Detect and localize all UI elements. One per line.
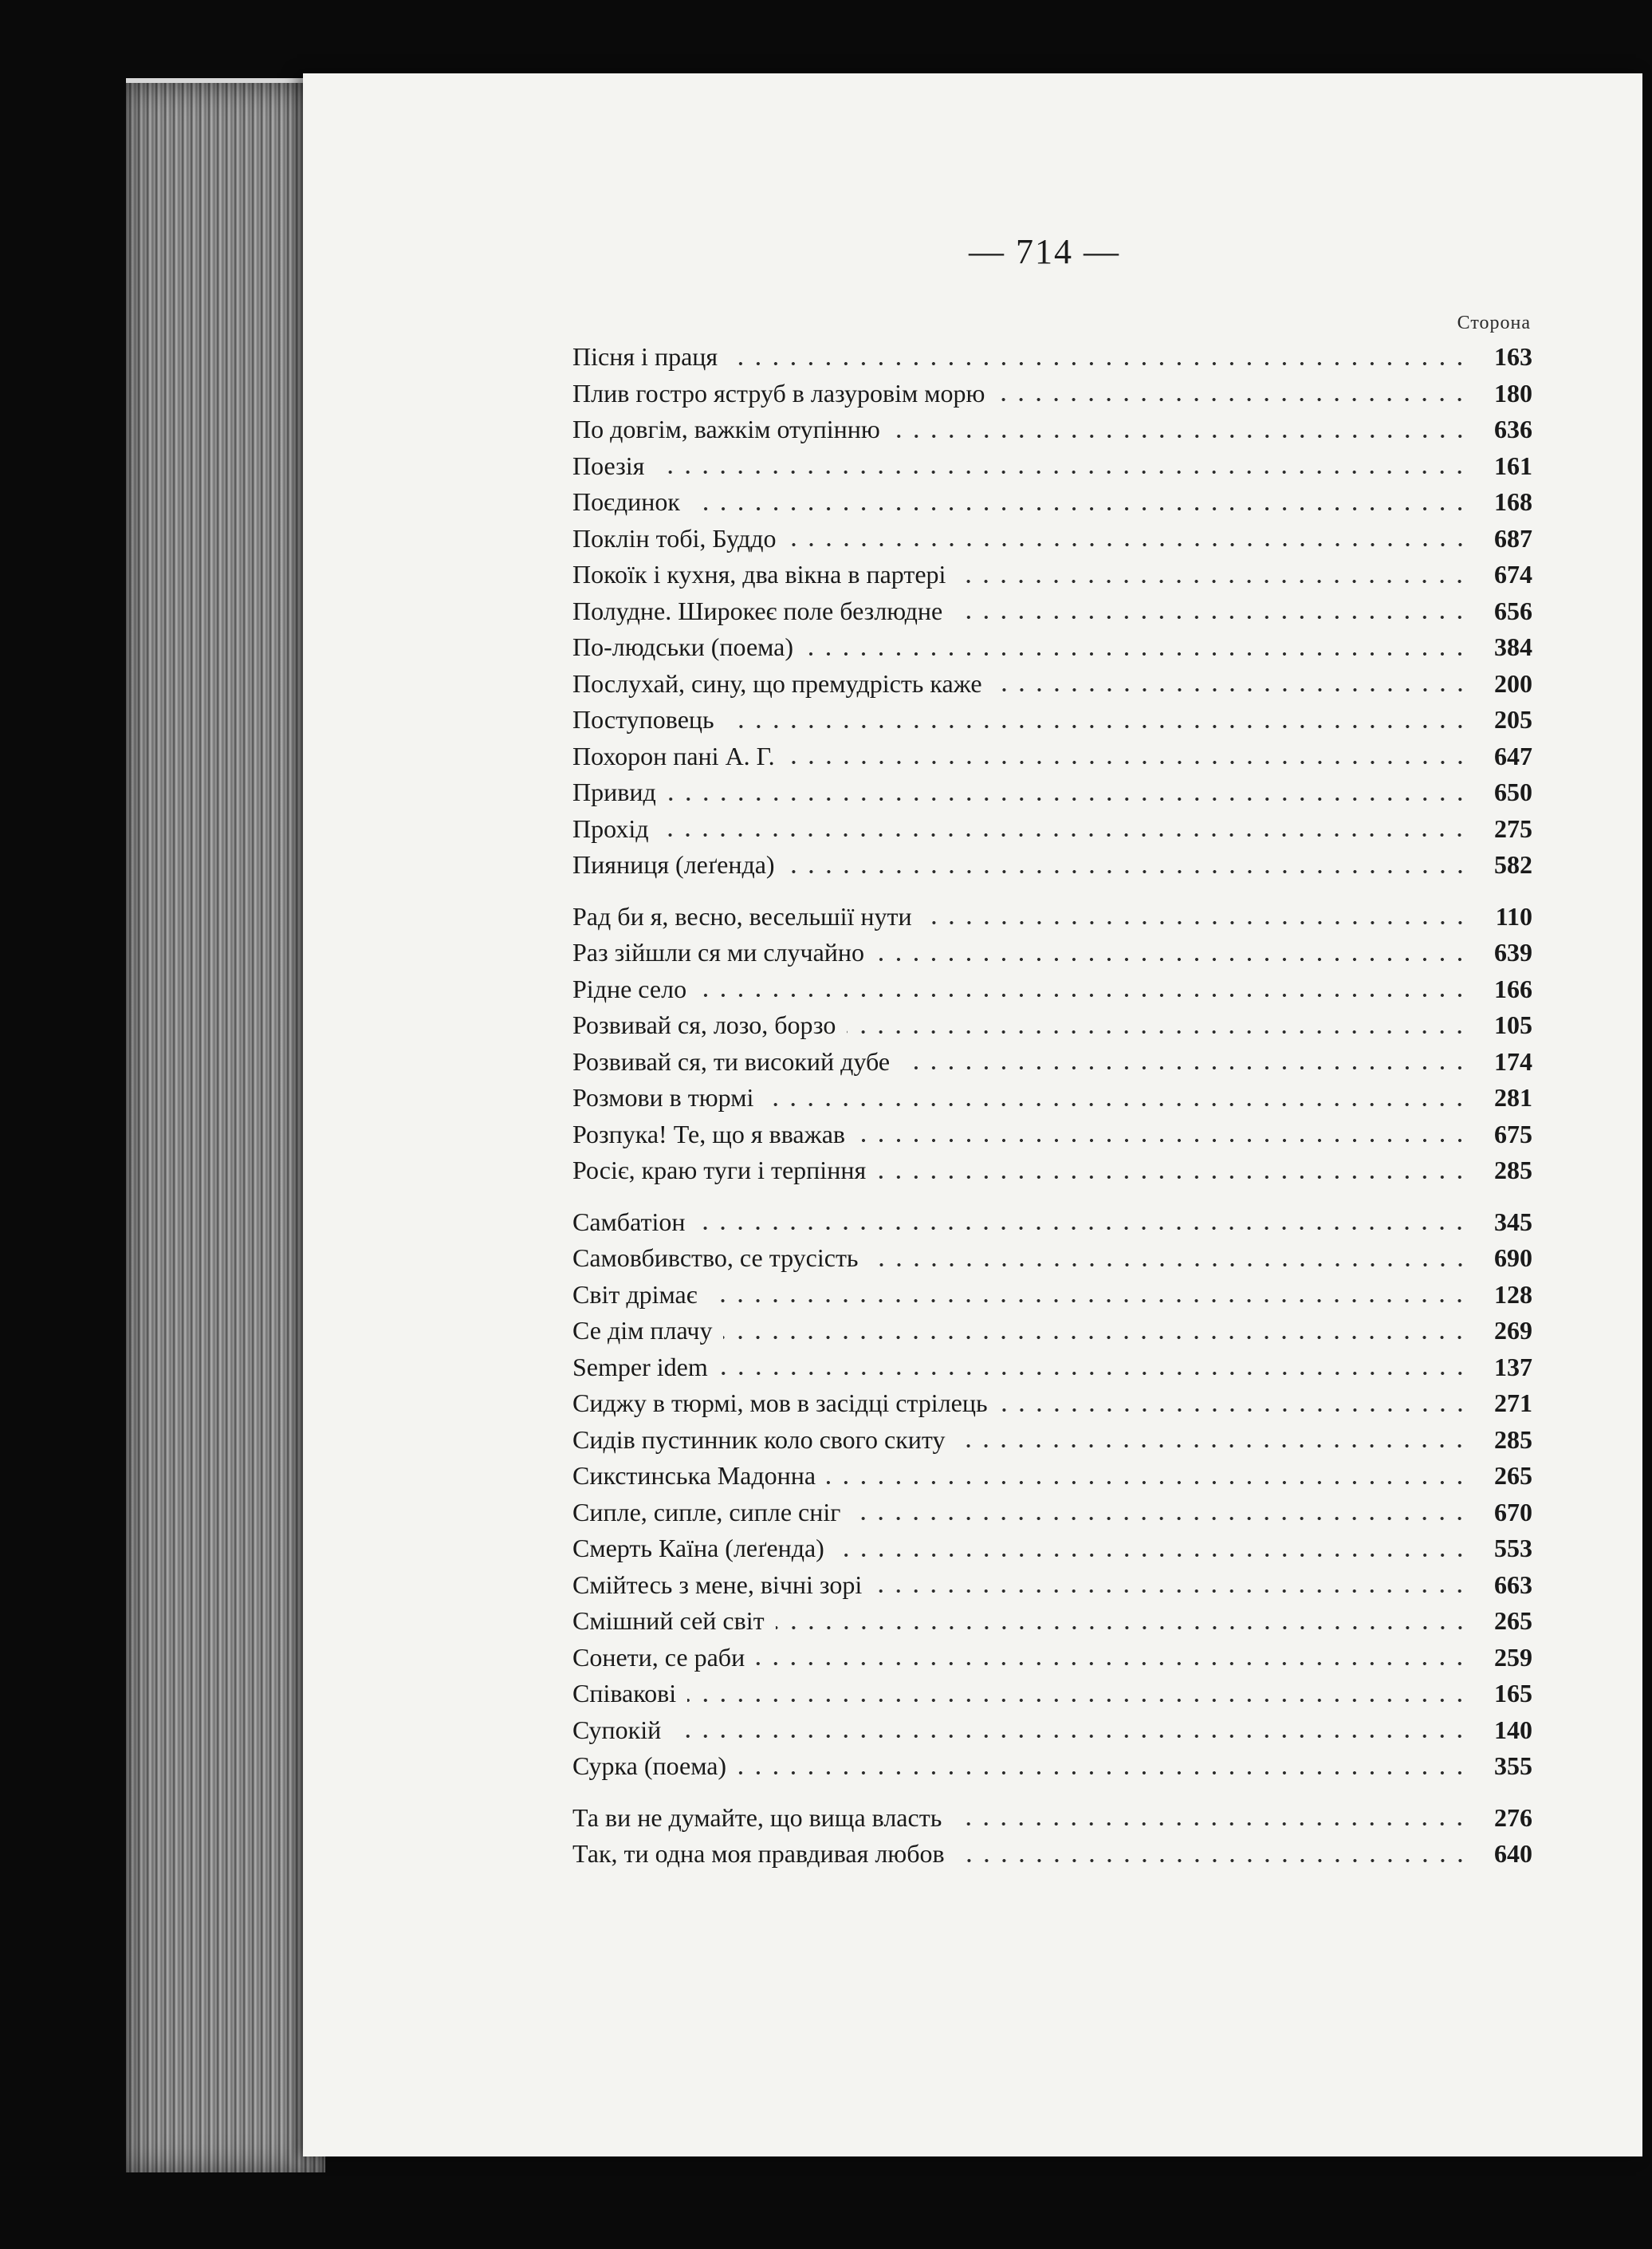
entry-page-number: 105 xyxy=(1494,1010,1532,1039)
toc-entry xyxy=(572,899,1532,935)
entry-title: Росіє, краю туги і терпіння xyxy=(572,1156,867,1184)
entry-page-number: 137 xyxy=(1494,1352,1532,1381)
entry-page-number: 355 xyxy=(1494,1751,1532,1780)
toc-entry xyxy=(572,1422,1532,1459)
toc-entry xyxy=(572,1676,1532,1712)
toc-group xyxy=(572,339,1532,884)
dot-leader xyxy=(696,1225,1469,1231)
dot-leader xyxy=(719,1370,1469,1377)
entry-title: Се дім плачу xyxy=(572,1316,713,1345)
toc-entry xyxy=(572,521,1532,557)
dot-leader xyxy=(726,723,1469,730)
entry-page-number: 281 xyxy=(1494,1083,1532,1112)
toc-entry xyxy=(572,1240,1532,1277)
entry-title: Похорон пані А. Г. xyxy=(572,741,775,770)
entry-page-number: 674 xyxy=(1494,560,1532,589)
entry-title: Світ дрімає xyxy=(572,1279,698,1309)
toc-entry xyxy=(572,739,1532,775)
entry-title: Смійтесь з мене, вічні зорі xyxy=(572,1570,863,1599)
entry-page-number: 345 xyxy=(1494,1207,1532,1236)
toc-entry xyxy=(572,557,1532,593)
toc-entry xyxy=(572,448,1532,485)
entry-page-number: 650 xyxy=(1494,778,1532,806)
entry-page-number: 687 xyxy=(1494,523,1532,553)
entry-page-number: 110 xyxy=(1495,901,1532,931)
dot-leader xyxy=(999,1407,1469,1413)
toc-entry xyxy=(572,1152,1532,1189)
entry-page-number: 163 xyxy=(1494,342,1532,371)
dot-leader xyxy=(957,578,1469,585)
entry-page-number: 384 xyxy=(1494,632,1532,661)
entry-title: Розпука! Те, що я вважав xyxy=(572,1119,845,1148)
dot-leader xyxy=(996,396,1469,403)
toc-entry xyxy=(572,1044,1532,1081)
toc-entry xyxy=(572,1836,1532,1873)
toc-entry xyxy=(572,484,1532,521)
toc-entry xyxy=(572,376,1532,412)
dot-leader xyxy=(954,614,1469,620)
entry-page-number: 639 xyxy=(1494,938,1532,967)
entry-title: Покоїк і кухня, два вікна в партері xyxy=(572,560,946,589)
entry-title: Співакові xyxy=(572,1679,677,1707)
entry-page-number: 200 xyxy=(1494,668,1532,698)
toc-entry xyxy=(572,1712,1532,1749)
toc-entry xyxy=(572,1277,1532,1314)
entry-title: Рад би я, весно, весельшії нути xyxy=(572,901,912,931)
toc-entry xyxy=(572,629,1532,666)
entry-page-number: 165 xyxy=(1494,1679,1532,1707)
dot-leader xyxy=(729,360,1469,367)
dot-leader xyxy=(756,1660,1469,1667)
entry-title: По-людськи (поема) xyxy=(572,632,794,661)
entry-page-number: 647 xyxy=(1494,741,1532,770)
toc-entry xyxy=(572,1567,1532,1604)
dot-leader xyxy=(923,920,1469,926)
dot-leader xyxy=(723,1334,1469,1341)
entry-page-number: 275 xyxy=(1494,813,1532,843)
entry-page-number: 265 xyxy=(1494,1461,1532,1490)
column-header-page: Сторона xyxy=(1457,313,1531,333)
dot-leader xyxy=(877,1174,1469,1180)
dot-leader xyxy=(672,1733,1469,1739)
page-number: — 714 — xyxy=(969,232,1120,271)
toc-entry xyxy=(572,1080,1532,1117)
entry-title: Розмови в тюрмі xyxy=(572,1083,754,1112)
toc-entry xyxy=(572,935,1532,971)
toc-entry xyxy=(572,339,1532,376)
toc-group xyxy=(572,1204,1532,1785)
toc-entry xyxy=(572,1800,1532,1837)
toc-entry xyxy=(572,1458,1532,1495)
entry-page-number: 553 xyxy=(1494,1534,1532,1562)
dot-leader xyxy=(765,1101,1469,1108)
dot-leader xyxy=(804,651,1469,657)
entry-page-number: 166 xyxy=(1494,974,1532,1003)
entry-title: Та ви не думайте, що вища власть xyxy=(572,1802,942,1832)
dot-leader xyxy=(738,1770,1469,1776)
entry-title: Рідне село xyxy=(572,974,687,1003)
entry-title: Самовбивство, се трусість xyxy=(572,1243,859,1272)
entry-page-number: 690 xyxy=(1494,1243,1532,1272)
dot-leader xyxy=(953,1821,1469,1827)
entry-page-number: 161 xyxy=(1494,451,1532,480)
dot-leader xyxy=(655,469,1469,475)
entry-title: Поезія xyxy=(572,451,645,480)
entry-page-number: 582 xyxy=(1494,850,1532,879)
entry-page-number: 205 xyxy=(1494,705,1532,734)
toc-entry xyxy=(572,1313,1532,1349)
entry-page-number: 269 xyxy=(1494,1316,1532,1345)
dot-leader xyxy=(956,1443,1469,1449)
dot-leader xyxy=(836,1552,1469,1558)
dot-leader xyxy=(786,759,1469,766)
dot-leader xyxy=(786,868,1469,875)
entry-page-number: 285 xyxy=(1494,1156,1532,1184)
entry-page-number: 276 xyxy=(1494,1802,1532,1832)
entry-page-number: 259 xyxy=(1494,1642,1532,1672)
toc-entry xyxy=(572,1385,1532,1422)
toc-group xyxy=(572,899,1532,1189)
dot-leader xyxy=(875,956,1469,963)
entry-title: Поклін тобі, Буддо xyxy=(572,523,777,553)
dot-leader xyxy=(776,1625,1469,1631)
toc-entry xyxy=(572,1204,1532,1241)
entry-title: Привид xyxy=(572,778,656,806)
dot-leader xyxy=(956,1857,1469,1864)
entry-page-number: 180 xyxy=(1494,378,1532,408)
toc-entry xyxy=(572,666,1532,703)
toc-entry xyxy=(572,1530,1532,1567)
entry-page-number: 174 xyxy=(1494,1046,1532,1076)
dot-leader xyxy=(691,506,1469,512)
entry-page-number: 140 xyxy=(1494,1715,1532,1744)
entry-title: По довгім, важкім отупінню xyxy=(572,415,880,443)
toc-entry xyxy=(572,593,1532,630)
entry-page-number: 675 xyxy=(1494,1119,1532,1148)
dot-leader xyxy=(687,1697,1469,1703)
entry-title: Самбатіон xyxy=(572,1207,686,1236)
entry-page-number: 640 xyxy=(1494,1839,1532,1868)
entry-title: Поєдинок xyxy=(572,487,680,516)
dot-leader xyxy=(698,992,1469,998)
toc-entry xyxy=(572,811,1532,848)
dot-leader xyxy=(708,1298,1469,1304)
entry-title: Сидів пустинник коло свого скиту xyxy=(572,1424,946,1454)
toc-group xyxy=(572,1800,1532,1873)
entry-page-number: 670 xyxy=(1494,1497,1532,1526)
toc-entry xyxy=(572,412,1532,448)
entry-title: Смерть Каїна (леґенда) xyxy=(572,1534,824,1562)
entry-title: Так, ти одна моя правдивая любов xyxy=(572,1839,945,1868)
toc-entry xyxy=(572,847,1532,884)
entry-page-number: 656 xyxy=(1494,596,1532,625)
entry-title: Сикстинська Мадонна xyxy=(572,1461,816,1490)
entry-page-number: 285 xyxy=(1494,1424,1532,1454)
dot-leader xyxy=(856,1137,1469,1144)
dot-leader xyxy=(993,687,1469,693)
toc-entry xyxy=(572,1117,1532,1153)
entry-page-number: 663 xyxy=(1494,1570,1532,1599)
entry-title: Раз зійшли ся ми случайно xyxy=(572,938,865,967)
toc-entry xyxy=(572,702,1532,739)
entry-title: Розвивай ся, лозо, борзо xyxy=(572,1010,836,1039)
entry-title: Поступовець xyxy=(572,705,714,734)
dot-leader xyxy=(870,1262,1469,1268)
entry-page-number: 271 xyxy=(1494,1388,1532,1417)
toc-entry xyxy=(572,1495,1532,1531)
entry-title: Смішний сей світ xyxy=(572,1606,765,1635)
entry-title: Сурка (поема) xyxy=(572,1751,727,1780)
dot-leader xyxy=(891,433,1469,439)
dot-leader xyxy=(852,1515,1469,1522)
entry-title: Сиджу в тюрмі, мов в засідці стрілець xyxy=(572,1388,988,1417)
entry-title: Розвивай ся, ти високий дубе xyxy=(572,1046,891,1076)
entry-title: Semper idem xyxy=(572,1352,708,1381)
entry-title: Пияниця (леґенда) xyxy=(572,850,775,879)
entry-title: Плив гостро яструб в лазуровім морю xyxy=(572,378,985,408)
entry-page-number: 168 xyxy=(1494,487,1532,516)
entry-title: Пісня і праця xyxy=(572,342,718,371)
entry-page-number: 265 xyxy=(1494,1606,1532,1635)
entry-title: Сипле, сипле, сипле сніг xyxy=(572,1497,841,1526)
entry-page-number: 636 xyxy=(1494,415,1532,443)
entry-title: Сонети, се раби xyxy=(572,1642,745,1672)
toc-entry xyxy=(572,1349,1532,1386)
dot-leader xyxy=(873,1588,1469,1594)
page-edges xyxy=(126,78,325,2172)
entry-title: Полудне. Широкеє поле безлюдне xyxy=(572,596,943,625)
entry-page-number: 128 xyxy=(1494,1279,1532,1309)
dot-leader xyxy=(659,832,1469,838)
dot-leader xyxy=(901,1065,1469,1071)
toc-entry xyxy=(572,971,1532,1008)
dot-leader xyxy=(847,1029,1469,1035)
entry-title: Прохід xyxy=(572,813,649,843)
toc-entry xyxy=(572,1007,1532,1044)
toc-entry xyxy=(572,774,1532,811)
toc-entry xyxy=(572,1603,1532,1640)
entry-title: Супокій xyxy=(572,1715,662,1744)
toc-entry xyxy=(572,1640,1532,1676)
dot-leader xyxy=(788,542,1469,548)
dot-leader xyxy=(827,1479,1469,1486)
toc-entry xyxy=(572,1748,1532,1785)
dot-leader xyxy=(667,796,1469,802)
entry-title: Послухай, сину, що премудрість каже xyxy=(572,668,982,698)
table-of-contents xyxy=(572,339,1532,1873)
